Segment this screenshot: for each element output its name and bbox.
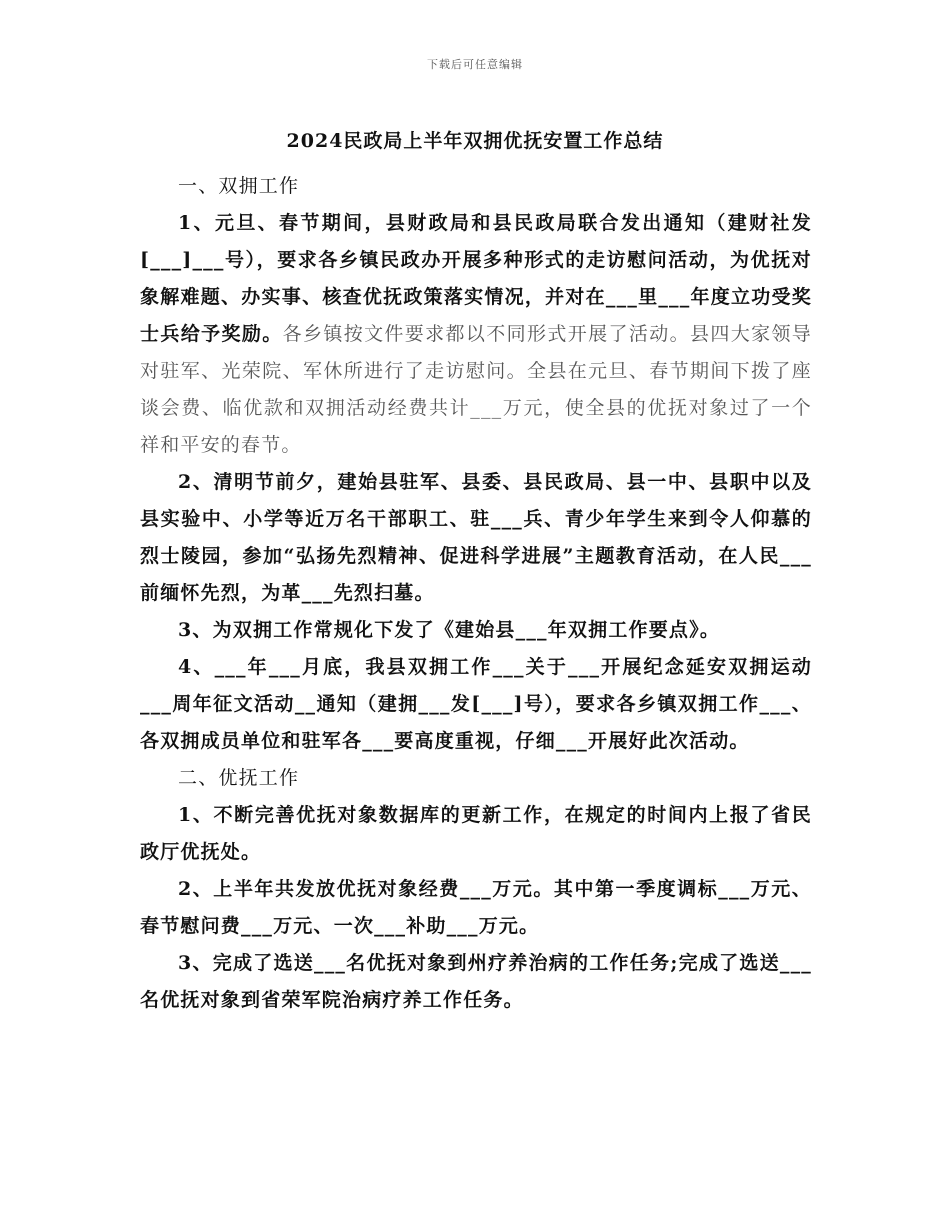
section-heading-preferential-care: 二、优抚工作 bbox=[178, 767, 300, 789]
section-heading-double-support: 一、双拥工作 bbox=[178, 175, 300, 197]
paragraph-1-bold-text: 1、元旦、春节期间，县财政局和县民政局联合发出通知（建财社发[___]___号），要求各乡镇民政办开展多种形式的走访慰问活动，为优抚对象解难题、办实事、核查优抚政策落实情况，并对在___里___年度立功受奖士兵给予奖励。 bbox=[140, 212, 812, 345]
paragraph-5: 1、不断完善优抚对象数据库的更新工作，在规定的时间内上报了省民政厅优抚处。 bbox=[140, 804, 812, 863]
paragraph-6: 2、上半年共发放优抚对象经费___万元。其中第一季度调标___万元、春节慰问费___万元、一次___补助___万元。 bbox=[140, 878, 812, 937]
document-title: 2024民政局上半年双拥优抚安置工作总结 bbox=[286, 130, 664, 152]
paragraph-4: 4、___年___月底，我县双拥工作___关于___开展纪念延安双拥运动___周年征文活动__通知（建拥___发[___]号），要求各乡镇双拥工作___、各双拥成员单位和驻军各___要高度重视，仔细___开展好此次活动。 bbox=[140, 656, 812, 752]
paragraph-1-light-text: 各乡镇按文件要求都以不同形式开展了活动。县四大家领导对驻军、光荣院、军休所进行了走访慰问。全县在元旦、春节期间下拨了座谈会费、临优款和双拥活动经费共计___万元，使全县的优抚对象过了一个祥和平安的春节。 bbox=[140, 323, 813, 456]
paragraph-1 bbox=[140, 205, 812, 464]
paragraph-7: 3、完成了选送___名优抚对象到州疗养治病的工作任务;完成了选送___名优抚对象到省荣军院治病疗养工作任务。 bbox=[140, 952, 812, 1011]
document-body bbox=[140, 168, 812, 1019]
header-note: 下载后可任意编辑 bbox=[427, 58, 523, 71]
paragraph-2: 2、清明节前夕，建始县驻军、县委、县民政局、县一中、县职中以及县实验中、小学等近万名干部职工、驻___兵、青少年学生来到令人仰慕的烈士陵园，参加“弘扬先烈精神、促进科学进展”主题教育活动，在人民___前缅怀先烈，为革___先烈扫墓。 bbox=[140, 471, 812, 604]
paragraph-3: 3、为双拥工作常规化下发了《建始县___年双拥工作要点》。 bbox=[178, 619, 721, 641]
